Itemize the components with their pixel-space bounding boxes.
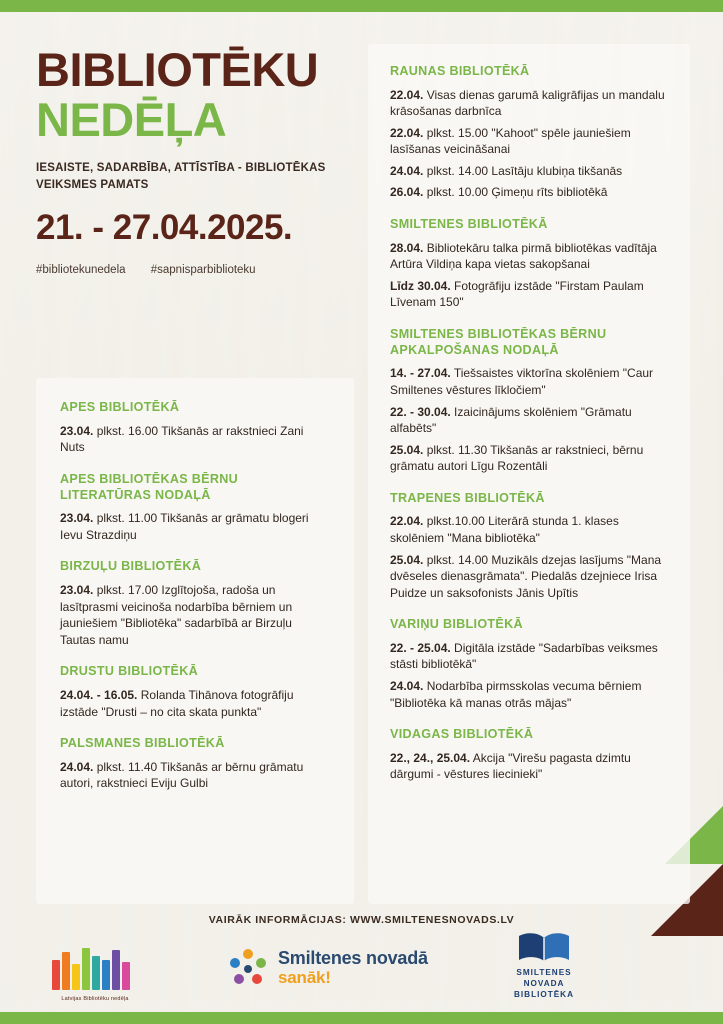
event-description: plkst.10.00 Literārā stunda 1. klases skolēniem "Mana bibliotēka" [390,514,619,545]
library-week-logo-caption: Latvijas Bibliotēku nedēļa [61,996,129,1002]
event-date: Līdz 30.04. [390,278,451,293]
library-name: BIRZUĻU BIBLIOTĒKĀ [60,559,202,574]
event-item [390,87,668,120]
right-events-column [368,44,690,904]
library-logo-line2: NOVADA [523,978,565,988]
event-date: 22.04. [390,514,424,529]
event-date: 26.04. [390,185,424,200]
library-name: DRUSTU BIBLIOTĒKĀ [60,664,199,679]
smiltenes-novada-biblioteka-logo [479,930,609,1000]
event-date: 25.04. [390,552,424,567]
event-item [60,687,330,720]
hashtag-list [36,264,366,276]
event-date: 22.04. [390,125,424,140]
latvian-library-week-logo [52,936,138,1002]
library-name: APES BIBLIOTĒKAS BĒRNU LITERATŪRAS NODAĻĀ [60,471,239,502]
event-description: Visas dienas garumā kaligrāfijas un mandalu krāsošanas darbnīca [390,87,665,119]
event-description: plkst. 10.00 Ģimeņu rīts bibliotēkā [423,185,608,200]
sanak-logo-text [278,948,428,988]
sanak-logo-line1: Smiltenes novadā [278,948,428,968]
event-description: plkst. 11.30 Tikšanās ar rakstnieci, bērnu grāmatu autori Līgu Rozentāli [390,442,644,474]
sanak-logo-line2: sanāk! [278,968,331,987]
library-block [390,217,668,311]
top-green-bar [0,0,723,12]
library-block [60,559,330,648]
event-item [60,423,330,456]
event-item [390,750,668,783]
hashtag-2: #sapnisparbiblioteku [150,263,256,276]
library-block [60,400,330,456]
logo-row [44,934,679,1002]
page-title-line1: BIBLIOTĒKU [36,43,319,96]
more-info-text: VAIRĀK INFORMĀCIJAS: WWW.SMILTENESNOVADS.LV [208,914,515,926]
library-name: SMILTENES BIBLIOTĒKĀ [390,217,548,232]
event-item [390,240,668,273]
library-name: RAUNAS BIBLIOTĒKĀ [390,64,530,78]
event-description: Rolanda Tihānova fotogrāfiju izstāde "Drusti – no cita skata punkta" [60,688,294,719]
event-date: 24.04. [390,678,424,693]
hashtag-1: #bibliotekunedela [36,263,126,276]
library-name: PALSMANES BIBLIOTĒKĀ [60,736,225,751]
event-item [390,640,668,673]
left-events-column [36,378,354,904]
library-logo-line1: SMILTENES [516,967,572,977]
library-block [390,727,668,783]
event-item [390,163,668,180]
library-block [60,472,330,544]
event-description: Nodarbība pirmsskolas vecuma bērniem "Bibliotēka kā manas otrās mājas" [390,678,642,710]
event-date: 23.04. [60,583,94,598]
event-description: plkst. 14.00 Muzikāls dzejas lasījums "Mana dvēseles dienasgrāmata". Piedalās dzejniece Irisa Puidze un saksofonists Jānis Upītis [390,552,662,600]
event-date: 24.04. [60,759,94,774]
book-icon [102,960,110,990]
library-block [390,64,668,201]
book-icon [82,948,90,990]
event-date: 22. - 30.04. [390,404,451,419]
event-description: plkst. 17.00 Izglītojoša, radoša un lasītprasmi veicinoša nodarbība bērniem un jauniešiem "Bibliotēka" sadarbībā ar Birzuļu Tautas namu [60,583,293,647]
event-item [390,365,668,398]
library-name: APES BIBLIOTĒKĀ [60,400,180,414]
event-date: 25.04. [390,442,424,457]
book-icon [72,964,80,990]
open-book-icon [516,930,572,964]
library-block [60,736,330,792]
event-date: 23.04. [60,423,94,438]
event-description: plkst. 16.00 Tikšanās ar rakstnieci Zani Nuts [60,423,304,455]
library-block [390,491,668,601]
event-item [390,513,668,546]
event-description: plkst. 15.00 "Kahoot" spēle jauniešiem lasīšanas veicināšanai [390,125,631,157]
event-item [60,759,330,792]
event-item [390,442,668,475]
event-dates: 21. - 27.04.2025. [36,207,293,247]
event-description: plkst. 14.00 Lasītāju klubiņa tikšanās [423,163,623,178]
event-item [390,278,668,311]
library-name: VARIŅU BIBLIOTĒKĀ [390,617,523,632]
event-date: 22.04. [390,87,424,102]
event-description: Digitāla izstāde "Sadarbības veiksmes stāsti bibliotēkā" [390,640,658,672]
page-title-line2: NEDĒĻA [36,93,227,146]
library-name: TRAPENES BIBLIOTĒKĀ [390,490,545,505]
event-item [390,552,668,602]
event-description: plkst. 11.00 Tikšanās ar grāmatu blogeri Ievu Strazdiņu [60,511,309,542]
book-icon [62,952,70,990]
book-icon [92,956,100,990]
event-date: 23.04. [60,511,94,526]
event-date: 28.04. [390,240,424,255]
bottom-green-bar [0,1012,723,1024]
sanak-mark-icon [226,946,270,990]
book-icon [112,950,120,990]
book-icon [52,960,60,990]
library-block [390,617,668,711]
event-description: plkst. 11.40 Tikšanās ar bērnu grāmatu autori, rakstnieci Eviju Gulbi [60,759,304,791]
poster-header [36,43,366,276]
event-description: Izaicinājums skolēniem "Grāmatu alfabēts" [390,404,632,436]
library-name: SMILTENES BIBLIOTĒKAS BĒRNU APKALPOŠANAS NODAĻĀ [390,326,607,357]
event-description: Tiešsaistes viktorīna skolēniem "Caur Smiltenes vēstures līkločiem" [390,366,654,397]
page-subtitle: IESAISTE, SADARBĪBA, ATTĪSTĪBA - BIBLIOTĒKAS VEIKSMES PAMATS [36,162,326,192]
event-item [390,678,668,711]
event-date: 22. - 25.04. [390,640,451,655]
event-item [60,510,330,543]
event-date: 24.04. - 16.05. [60,688,138,703]
library-block [390,327,668,475]
event-item [390,404,668,437]
library-logo-line3: BIBLIOTĒKA [513,989,575,999]
event-item [60,582,330,648]
event-date: 22., 24., 25.04. [390,750,471,765]
event-date: 24.04. [390,163,424,178]
event-description: Akcija "Virešu pagasta dzimtu dārgumi - vēstures liecinieki" [390,750,631,782]
smiltenes-novada-sanak-logo [226,942,456,996]
event-date: 14. - 27.04. [390,366,451,381]
event-description: Bibliotekāru talka pirmā bibliotēkas vadītāja Artūra Vildiņa kapa vietas sakopšanai [390,240,657,272]
event-item [390,125,668,158]
event-item [390,184,668,201]
event-description: Fotogrāfiju izstāde "Firstam Paulam Līvenam 150" [390,278,644,310]
book-stack-icon [52,948,130,990]
library-block [60,664,330,720]
library-name: VIDAGAS BIBLIOTĒKĀ [390,727,534,742]
book-icon [122,962,130,990]
